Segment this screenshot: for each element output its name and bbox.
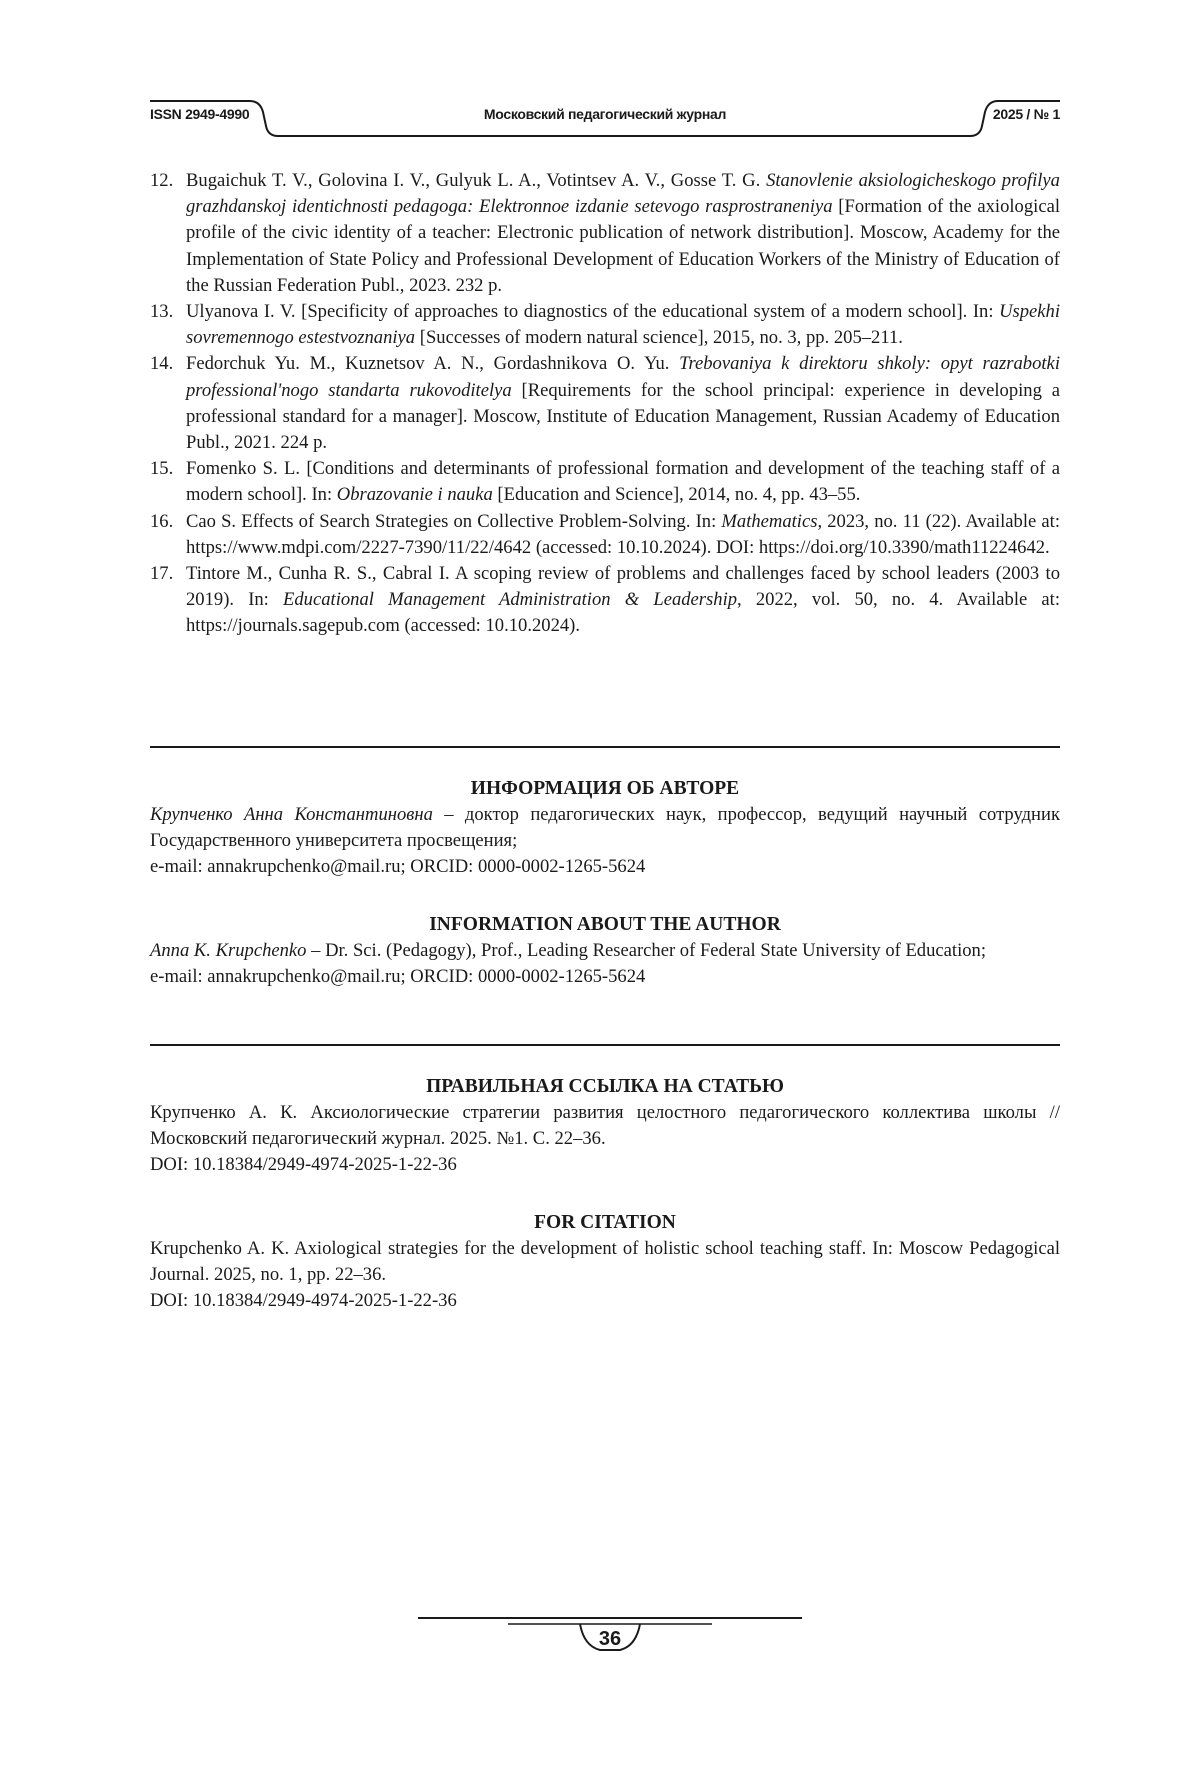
reference-number: 16.	[150, 509, 173, 535]
citation-en-text: Krupchenko A. K. Axiological strategies for the development of holistic school teaching staff. In: Moscow Pedagogical Journal. 2025, no. 1, pp. 22–36.	[150, 1236, 1060, 1288]
section-divider	[150, 1044, 1060, 1046]
author-info-en	[150, 912, 1060, 990]
citation-en-doi: DOI: 10.18384/2949-4974-2025-1-22-36	[150, 1288, 1060, 1314]
reference-text: Fomenko S. L. [Conditions and determinants of professional formation and development of the teaching staff of a modern school]. In:	[186, 458, 1060, 505]
reference-number: 12.	[150, 168, 173, 194]
reference-title: Obrazovanie i nauka	[337, 484, 493, 505]
author-desc-ru: – доктор педагогических наук, профессор, ведущий научный сотрудник Государственного университета просвещения;	[150, 804, 1060, 851]
reference-list	[150, 168, 1060, 640]
reference-number: 17.	[150, 561, 173, 587]
reference-text: Cao S. Effects of Search Strategies on Collective Problem-Solving. In:	[186, 511, 721, 532]
reference-text: [Successes of modern natural science], 2015, no. 3, pp. 205–211.	[415, 327, 903, 348]
author-contact-ru: e-mail: annakrupchenko@mail.ru; ORCID: 0000-0002-1265-5624	[150, 854, 1060, 880]
reference-number: 15.	[150, 456, 173, 482]
issue-number: 2025 / № 1	[993, 106, 1060, 122]
reference-title: Mathematics	[721, 511, 817, 532]
citation-ru-heading: ПРАВИЛЬНАЯ ССЫЛКА НА СТАТЬЮ	[150, 1074, 1060, 1100]
reference-item	[150, 299, 1060, 351]
reference-text: [Education and Science], 2014, no. 4, pp. 43–55.	[493, 484, 861, 505]
author-info-ru-heading: ИНФОРМАЦИЯ ОБ АВТОРЕ	[150, 776, 1060, 802]
author-desc-en: – Dr. Sci. (Pedagogy), Prof., Leading Researcher of Federal State University of Education;	[306, 940, 986, 961]
author-info-ru-text	[150, 802, 1060, 854]
author-info-en-heading: INFORMATION ABOUT THE AUTHOR	[150, 912, 1060, 938]
reference-text: Tintore M., Cunha R. S., Cabral I. A scoping review of problems and challenges faced by school leaders (2003 to 2019). In:	[186, 563, 1060, 610]
reference-item	[150, 168, 1060, 299]
reference-text: Ulyanova I. V. [Specificity of approaches to diagnostics of the educational system of a modern school]. In:	[186, 301, 999, 322]
citation-ru-doi: DOI: 10.18384/2949-4974-2025-1-22-36	[150, 1152, 1060, 1178]
reference-title: Educational Management Administration & Leadership	[283, 589, 737, 610]
reference-text: [Requirements for the school principal: experience in developing a professional standard for a manager]. Moscow, Institute of Education Management, Russian Academy of Education Publ., 2021. 224 p.	[186, 380, 1060, 453]
citation-ru	[150, 1074, 1060, 1179]
reference-text: Fedorchuk Yu. M., Kuznetsov A. N., Gordashnikova O. Yu.	[186, 353, 679, 374]
page-footer	[418, 1610, 802, 1670]
running-header	[150, 92, 1060, 138]
citation-ru-text: Крупченко А. К. Аксиологические стратегии развития целостного педагогического коллектива школы // Московский педагогический журнал. 2025. №1. С. 22–36.	[150, 1100, 1060, 1152]
reference-title: Trebovaniya k direktoru shkoly: opyt razrabotki professional'nogo standarta rukovoditelya	[186, 353, 1060, 400]
citation-en	[150, 1210, 1060, 1315]
reference-number: 13.	[150, 299, 173, 325]
reference-text: [Formation of the axiological profile of the civic identity of a teacher: Electronic publication of network distribution]. Moscow, Academy for the Implementation of State Policy and Professional Development of Education Workers of the Ministry of Education of the Russian Federation Publ., 2023. 232 p.	[186, 196, 1060, 296]
reference-title: Stanovlenie aksiologicheskogo profilya grazhdanskoj identichnosti pedagoga: Elektronnoe izdanie setevogo rasprostraneniya	[186, 170, 1060, 217]
author-info-ru	[150, 776, 1060, 881]
reference-item	[150, 351, 1060, 456]
author-name-ru: Крупченко Анна Константиновна	[150, 804, 433, 825]
section-divider	[150, 746, 1060, 748]
reference-text: , 2023, no. 11 (22). Available at: https://www.mdpi.com/2227-7390/11/22/4642 (accessed: 10.10.2024). DOI: https://doi.org/10.3390/math11224642.	[186, 511, 1060, 558]
citation-en-heading: FOR CITATION	[150, 1210, 1060, 1236]
journal-title: Московский педагогический журнал	[150, 106, 1060, 122]
reference-item	[150, 509, 1060, 561]
author-name-en: Anna K. Krupchenko	[150, 940, 306, 961]
reference-title: Uspekhi sovremennogo estestvoznaniya	[186, 301, 1060, 348]
page-number: 36	[418, 1628, 802, 1651]
reference-text: , 2022, vol. 50, no. 4. Available at: https://journals.sagepub.com (accessed: 10.10.2024).	[186, 589, 1060, 636]
reference-item	[150, 561, 1060, 640]
reference-text: Bugaichuk T. V., Golovina I. V., Gulyuk L. A., Votintsev A. V., Gosse T. G.	[186, 170, 766, 191]
reference-number: 14.	[150, 351, 173, 377]
author-contact-en: e-mail: annakrupchenko@mail.ru; ORCID: 0000-0002-1265-5624	[150, 964, 1060, 990]
author-info-en-text	[150, 938, 1060, 964]
issn: ISSN 2949-4990	[150, 106, 249, 122]
reference-item	[150, 456, 1060, 508]
